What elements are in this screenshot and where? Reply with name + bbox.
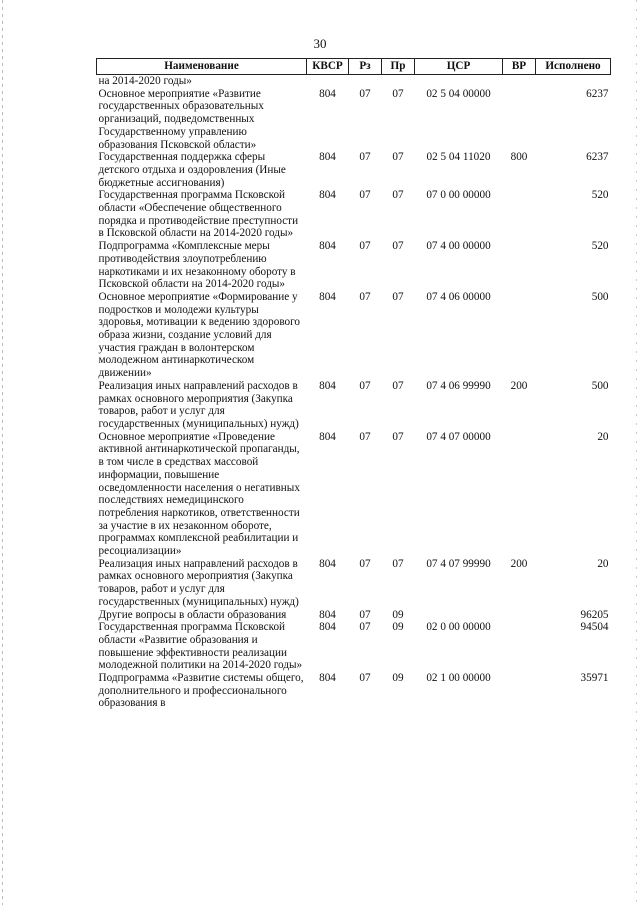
cell-vr: 200 xyxy=(510,557,528,570)
cell-vr xyxy=(503,431,536,558)
cell-pr: 09 xyxy=(392,608,404,621)
cell-name: Государственная поддержка сферы детского отдыха и оздоровления (Иные бюджетные ассигнования) xyxy=(98,151,286,189)
table-row xyxy=(97,75,611,88)
cell-csr xyxy=(415,609,503,622)
header-vr: ВР xyxy=(503,59,536,75)
cell-pr: 07 xyxy=(392,430,404,443)
header-amount: Исполнено xyxy=(536,59,611,75)
cell-pr xyxy=(382,75,415,88)
cell-pr: 09 xyxy=(392,621,404,634)
cell-vr xyxy=(503,672,536,710)
cell-pr: 07 xyxy=(392,240,404,253)
cell-rz: 07 xyxy=(359,557,371,570)
cell-vr xyxy=(503,240,536,291)
cell-rz: 07 xyxy=(359,608,371,621)
cell-rz: 07 xyxy=(359,621,371,634)
cell-csr: 02 5 04 11020 xyxy=(426,151,491,164)
cell-kvsr: 804 xyxy=(319,87,336,100)
cell-kvsr: 804 xyxy=(319,151,336,164)
cell-amount: 94504 xyxy=(580,621,609,634)
cell-rz: 07 xyxy=(359,240,371,253)
cell-rz xyxy=(349,75,382,88)
header-kvsr: КВСР xyxy=(307,59,349,75)
cell-amount: 20 xyxy=(597,557,609,570)
cell-amount: 500 xyxy=(591,290,609,303)
cell-rz: 07 xyxy=(359,151,371,164)
cell-pr: 07 xyxy=(392,189,404,202)
page-number: 30 xyxy=(313,36,327,51)
table-row xyxy=(97,672,611,710)
table-row xyxy=(97,609,611,622)
cell-csr: 07 4 07 00000 xyxy=(426,430,491,443)
cell-name: Основное мероприятие «Формирование у подростков и молодежи культуры здоровья, мотивации к ведению здорового образа жизни, создание условий для участия граждан в волонтерском молодежном антинаркотическом движении» xyxy=(98,290,301,380)
cell-csr: 02 5 04 00000 xyxy=(426,87,491,100)
cell-name: Подпрограмма «Комплексные меры противодействия злоупотреблению наркотиками и их незаконному обороту в Псковской области на 2014-2020 годы» xyxy=(98,240,296,291)
cell-kvsr: 804 xyxy=(319,240,336,253)
table-row xyxy=(97,151,611,189)
cell-pr: 07 xyxy=(392,557,404,570)
cell-pr: 07 xyxy=(392,151,404,164)
cell-amount: 96205 xyxy=(580,608,609,621)
cell-pr: 09 xyxy=(392,672,404,685)
cell-rz: 07 xyxy=(359,672,371,685)
cell-rz: 07 xyxy=(359,189,371,202)
cell-csr xyxy=(415,75,503,88)
cell-name: Государственная программа Псковской области «Развитие образования и повышение эффективности реализации молодежной политики на 2014-2020 годы» xyxy=(98,621,303,672)
cell-csr: 07 4 00 00000 xyxy=(426,240,491,253)
cell-csr: 07 4 07 99990 xyxy=(426,557,491,570)
header-name: Наименование xyxy=(97,59,307,75)
cell-vr xyxy=(503,88,536,152)
table-row xyxy=(97,88,611,152)
cell-kvsr xyxy=(307,75,349,88)
cell-name: Подпрограмма «Развитие системы общего, дополнительного и профессионального образования в xyxy=(98,672,304,710)
cell-kvsr: 804 xyxy=(319,621,336,634)
cell-csr: 02 0 00 00000 xyxy=(426,621,491,634)
table-row xyxy=(97,240,611,291)
cell-kvsr: 804 xyxy=(319,379,336,392)
cell-name: Государственная программа Псковской области «Обеспечение общественного порядка и противодействие преступности в Псковской области на 2014-2020 годы» xyxy=(98,189,299,240)
cell-pr: 07 xyxy=(392,379,404,392)
cell-amount: 20 xyxy=(597,430,609,443)
cell-rz: 07 xyxy=(359,87,371,100)
cell-rz: 07 xyxy=(359,379,371,392)
cell-kvsr: 804 xyxy=(319,672,336,685)
cell-kvsr: 804 xyxy=(319,430,336,443)
cell-name: на 2014-2020 годы» xyxy=(98,75,192,87)
cell-kvsr: 804 xyxy=(319,189,336,202)
cell-name: Реализация иных направлений расходов в рамках основного мероприятия (Закупка товаров, работ и услуг для государственных (муниципальных) нужд) xyxy=(98,379,299,430)
table-row xyxy=(97,558,611,609)
cell-amount: 35971 xyxy=(580,672,609,685)
cell-kvsr: 804 xyxy=(319,557,336,570)
header-rz: Рз xyxy=(349,59,382,75)
cell-rz: 07 xyxy=(359,290,371,303)
header-csr: ЦСР xyxy=(415,59,503,75)
table-row xyxy=(97,431,611,558)
table-header-row xyxy=(97,59,611,75)
cell-csr: 07 4 06 00000 xyxy=(426,290,491,303)
cell-amount: 500 xyxy=(591,379,609,392)
cell-amount: 6237 xyxy=(586,87,609,100)
cell-csr: 02 1 00 00000 xyxy=(426,672,491,685)
cell-amount: 6237 xyxy=(586,151,609,164)
cell-vr xyxy=(503,291,536,380)
cell-kvsr: 804 xyxy=(319,608,336,621)
cell-pr: 07 xyxy=(392,87,404,100)
table-row xyxy=(97,380,611,431)
cell-amount: 520 xyxy=(591,240,609,253)
cell-name: Другие вопросы в области образования xyxy=(98,608,287,621)
cell-pr: 07 xyxy=(392,290,404,303)
scan-left-edge xyxy=(2,0,3,905)
cell-name: Основное мероприятие «Развитие государственных образовательных организаций, подведомственных Государственному управлению образования Псковской области» xyxy=(98,87,264,151)
table-row xyxy=(97,189,611,240)
cell-vr: 200 xyxy=(510,379,528,392)
cell-amount xyxy=(536,75,611,88)
cell-name: Реализация иных направлений расходов в рамках основного мероприятия (Закупка товаров, работ и услуг для государственных (муниципальных) нужд) xyxy=(98,557,299,608)
cell-csr: 07 0 00 00000 xyxy=(426,189,491,202)
cell-vr xyxy=(503,621,536,672)
cell-csr: 07 4 06 99990 xyxy=(426,379,491,392)
cell-amount: 520 xyxy=(591,189,609,202)
scan-right-edge xyxy=(636,0,637,905)
cell-vr xyxy=(503,75,536,88)
cell-kvsr: 804 xyxy=(319,290,336,303)
table-row xyxy=(97,291,611,380)
cell-rz: 07 xyxy=(359,430,371,443)
budget-table xyxy=(96,58,611,710)
table-row xyxy=(97,621,611,672)
cell-vr xyxy=(503,189,536,240)
header-pr: Пр xyxy=(382,59,415,75)
cell-vr: 800 xyxy=(510,151,528,164)
cell-vr xyxy=(503,609,536,622)
cell-name: Основное мероприятие «Проведение активной антинаркотической пропаганды, в том числе в средствах массовой информации, повышение осведомленности населения о негативных последствиях немедицинского потребления наркотиков, ответственности за участие в их незаконном обороте, программах комплексной реабилитации и ресоциализации» xyxy=(98,430,300,558)
